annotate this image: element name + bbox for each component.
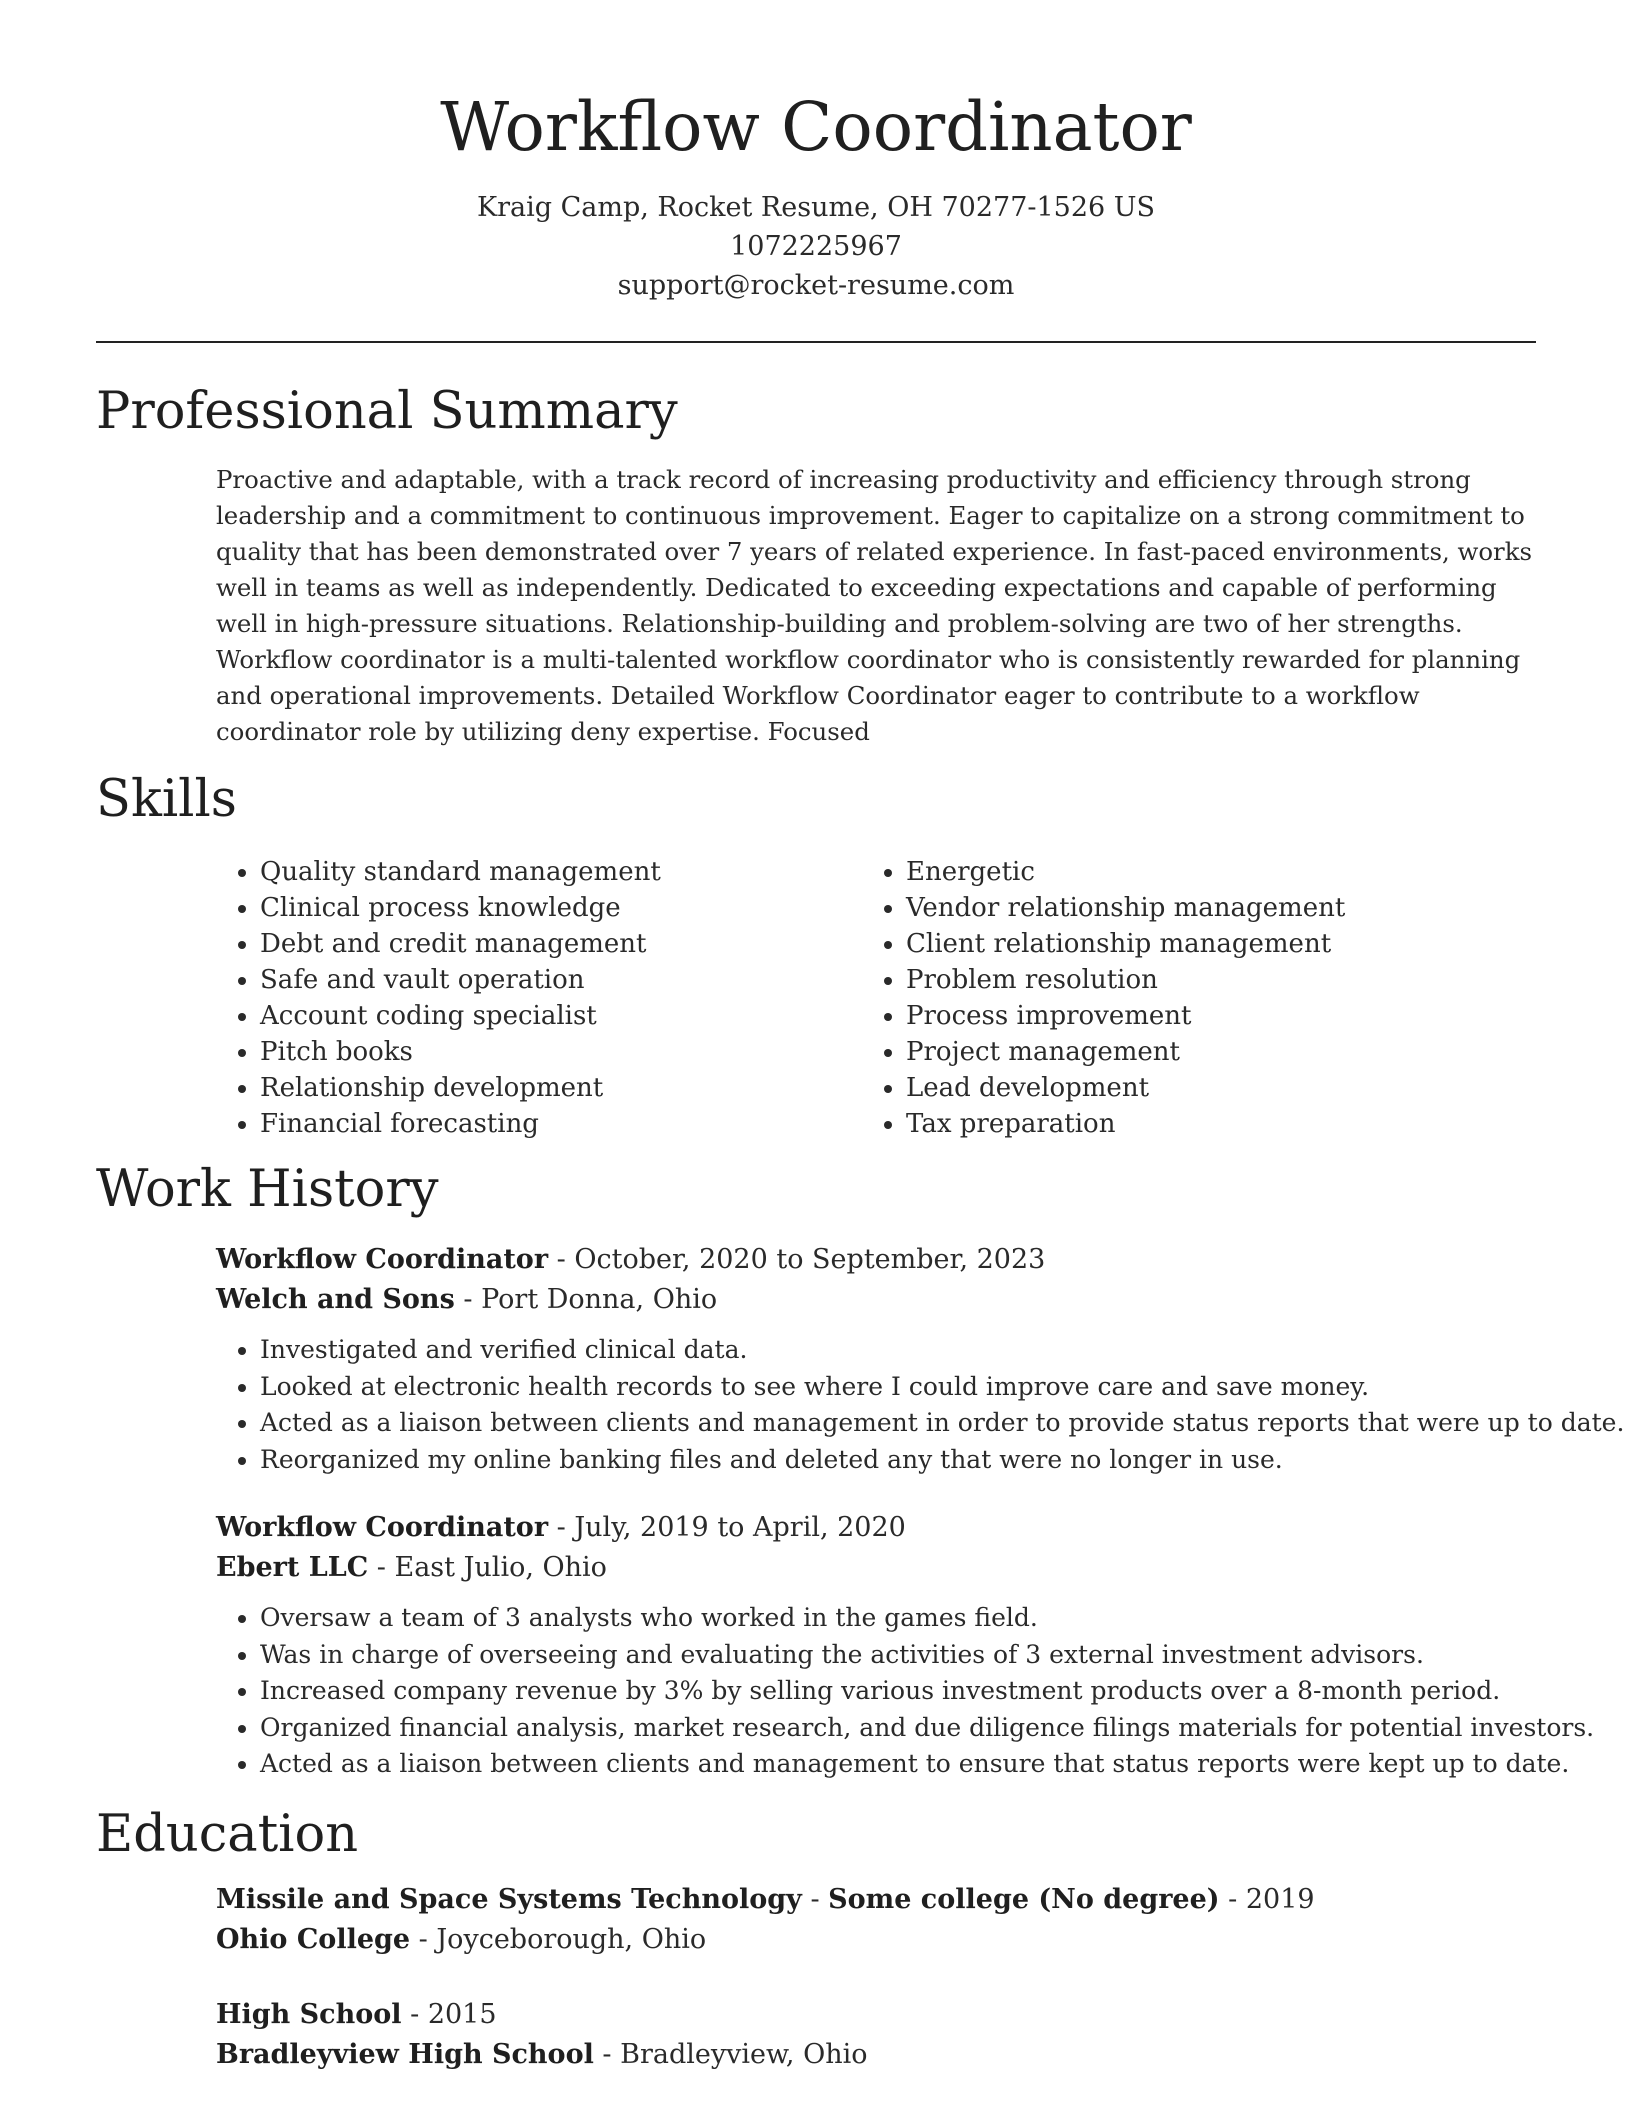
job-company: Ebert LLC	[216, 1552, 369, 1583]
skill-item: • Quality standard management	[260, 854, 836, 890]
summary-heading: Professional Summary	[96, 382, 678, 441]
skill-item: • Client relationship management	[906, 926, 1482, 962]
job-company-line: Welch and Sons - Port Donna, Ohio	[216, 1284, 718, 1315]
skill-item: • Clinical process knowledge	[260, 890, 836, 926]
job-bullet: • Investigated and verified clinical data.	[260, 1332, 1536, 1369]
job-company-line: Ebert LLC - East Julio, Ohio	[216, 1552, 607, 1583]
job-bullet: • Acted as a liaison between clients and management in order to provide status reports that were up to date.	[260, 1405, 1536, 1442]
job-title: Workflow Coordinator	[216, 1244, 549, 1275]
contact-phone: 1072225967	[730, 231, 902, 262]
education-degree: Some college (No degree)	[828, 1884, 1220, 1915]
skill-item: • Account coding specialist	[260, 998, 836, 1034]
education-entry	[216, 1880, 1536, 1960]
job-dates: October, 2020 to September, 2023	[574, 1244, 1046, 1275]
skills-column-left	[216, 854, 836, 1142]
job-location: Port Donna, Ohio	[481, 1284, 718, 1315]
contact-address: Kraig Camp, Rocket Resume, OH 70277-1526 US	[476, 192, 1156, 223]
education-year: 2015	[427, 1999, 497, 2030]
education-program-line: High School - 2015	[216, 1999, 497, 2030]
skill-item: • Process improvement	[906, 998, 1482, 1034]
skill-item: • Project management	[906, 1034, 1482, 1070]
education-school-line: Bradleyview High School - Bradleyview, Ohio	[216, 2039, 868, 2070]
contact-email: support@rocket-resume.com	[617, 270, 1015, 301]
job-title-line: Workflow Coordinator - October, 2020 to September, 2023	[216, 1244, 1046, 1275]
skills-column-right	[862, 854, 1482, 1142]
job-bullets	[216, 1600, 1595, 1783]
skills-heading: Skills	[96, 770, 237, 829]
job-bullet: • Organized financial analysis, market research, and due diligence filings materials for potential investors.	[260, 1710, 1536, 1747]
skill-item: • Pitch books	[260, 1034, 836, 1070]
education-location: Bradleyview, Ohio	[620, 2039, 868, 2070]
resume-title: Workflow Coordinator	[440, 88, 1192, 166]
education-school: Ohio College	[216, 1924, 411, 1955]
job-bullet: • Was in charge of overseeing and evaluating the activities of 3 external investment advisors.	[260, 1637, 1536, 1674]
job-bullet: • Looked at electronic health records to see where I could improve care and save money.	[260, 1369, 1536, 1406]
job-location: East Julio, Ohio	[394, 1552, 607, 1583]
job-bullet: • Increased company revenue by 3% by selling various investment products over a 8-month period.	[260, 1673, 1536, 1710]
job-bullet: • Acted as a liaison between clients and management to ensure that status reports were kept up to date.	[260, 1746, 1536, 1783]
education-location: Joyceborough, Ohio	[436, 1924, 707, 1955]
contact-info	[0, 188, 1632, 305]
job-company: Welch and Sons	[216, 1284, 455, 1315]
job-dates: July, 2019 to April, 2020	[574, 1512, 906, 1543]
skill-item: • Safe and vault operation	[260, 962, 836, 998]
education-program: High School	[216, 1999, 402, 2030]
education-program-line: Missile and Space Systems Technology - Some college (No degree) - 2019	[216, 1884, 1315, 1915]
skill-item: • Problem resolution	[906, 962, 1482, 998]
job-title-line: Workflow Coordinator - July, 2019 to April, 2020	[216, 1512, 906, 1543]
summary-text: Proactive and adaptable, with a track record of increasing productivity and efficiency through strong leadership and a commitment to continuous improvement. Eager to capitalize on a strong commitment to quality that has been demonstrated over 7 years of related experience. In fast-paced environments, works well in teams as well as independently. Dedicated to exceeding expectations and capable of performing well in high-pressure situations. Relationship-building and problem-solving are two of her strengths. Workflow coordinator is a multi-talented workflow coordinator who is consistently rewarded for planning and operational improvements. Detailed Workflow Coordinator eager to contribute to a workflow coordinator role by utilizing deny expertise. Focused	[216, 465, 1532, 746]
job-bullets	[216, 1332, 1625, 1478]
skill-item: • Tax preparation	[906, 1106, 1482, 1142]
skill-item: • Debt and credit management	[260, 926, 836, 962]
education-entry	[216, 1995, 1536, 2075]
header-divider	[96, 341, 1536, 343]
job-bullet: • Oversaw a team of 3 analysts who worked in the games field.	[260, 1600, 1536, 1637]
education-heading: Education	[96, 1805, 359, 1864]
job-entry	[216, 1508, 1595, 1783]
job-entry	[216, 1240, 1625, 1478]
skill-item: • Lead development	[906, 1070, 1482, 1106]
education-year: 2019	[1245, 1884, 1315, 1915]
skill-item: • Relationship development	[260, 1070, 836, 1106]
resume-header	[0, 0, 1632, 305]
skill-item: • Vendor relationship management	[906, 890, 1482, 926]
education-school-line: Ohio College - Joyceborough, Ohio	[216, 1924, 707, 1955]
skill-item: • Financial forecasting	[260, 1106, 836, 1142]
education-program: Missile and Space Systems Technology	[216, 1884, 802, 1915]
education-school: Bradleyview High School	[216, 2039, 594, 2070]
job-title: Workflow Coordinator	[216, 1512, 549, 1543]
skill-item: • Energetic	[906, 854, 1482, 890]
work-history-heading: Work History	[96, 1160, 439, 1219]
job-bullet: • Reorganized my online banking files and deleted any that were no longer in use.	[260, 1442, 1536, 1479]
